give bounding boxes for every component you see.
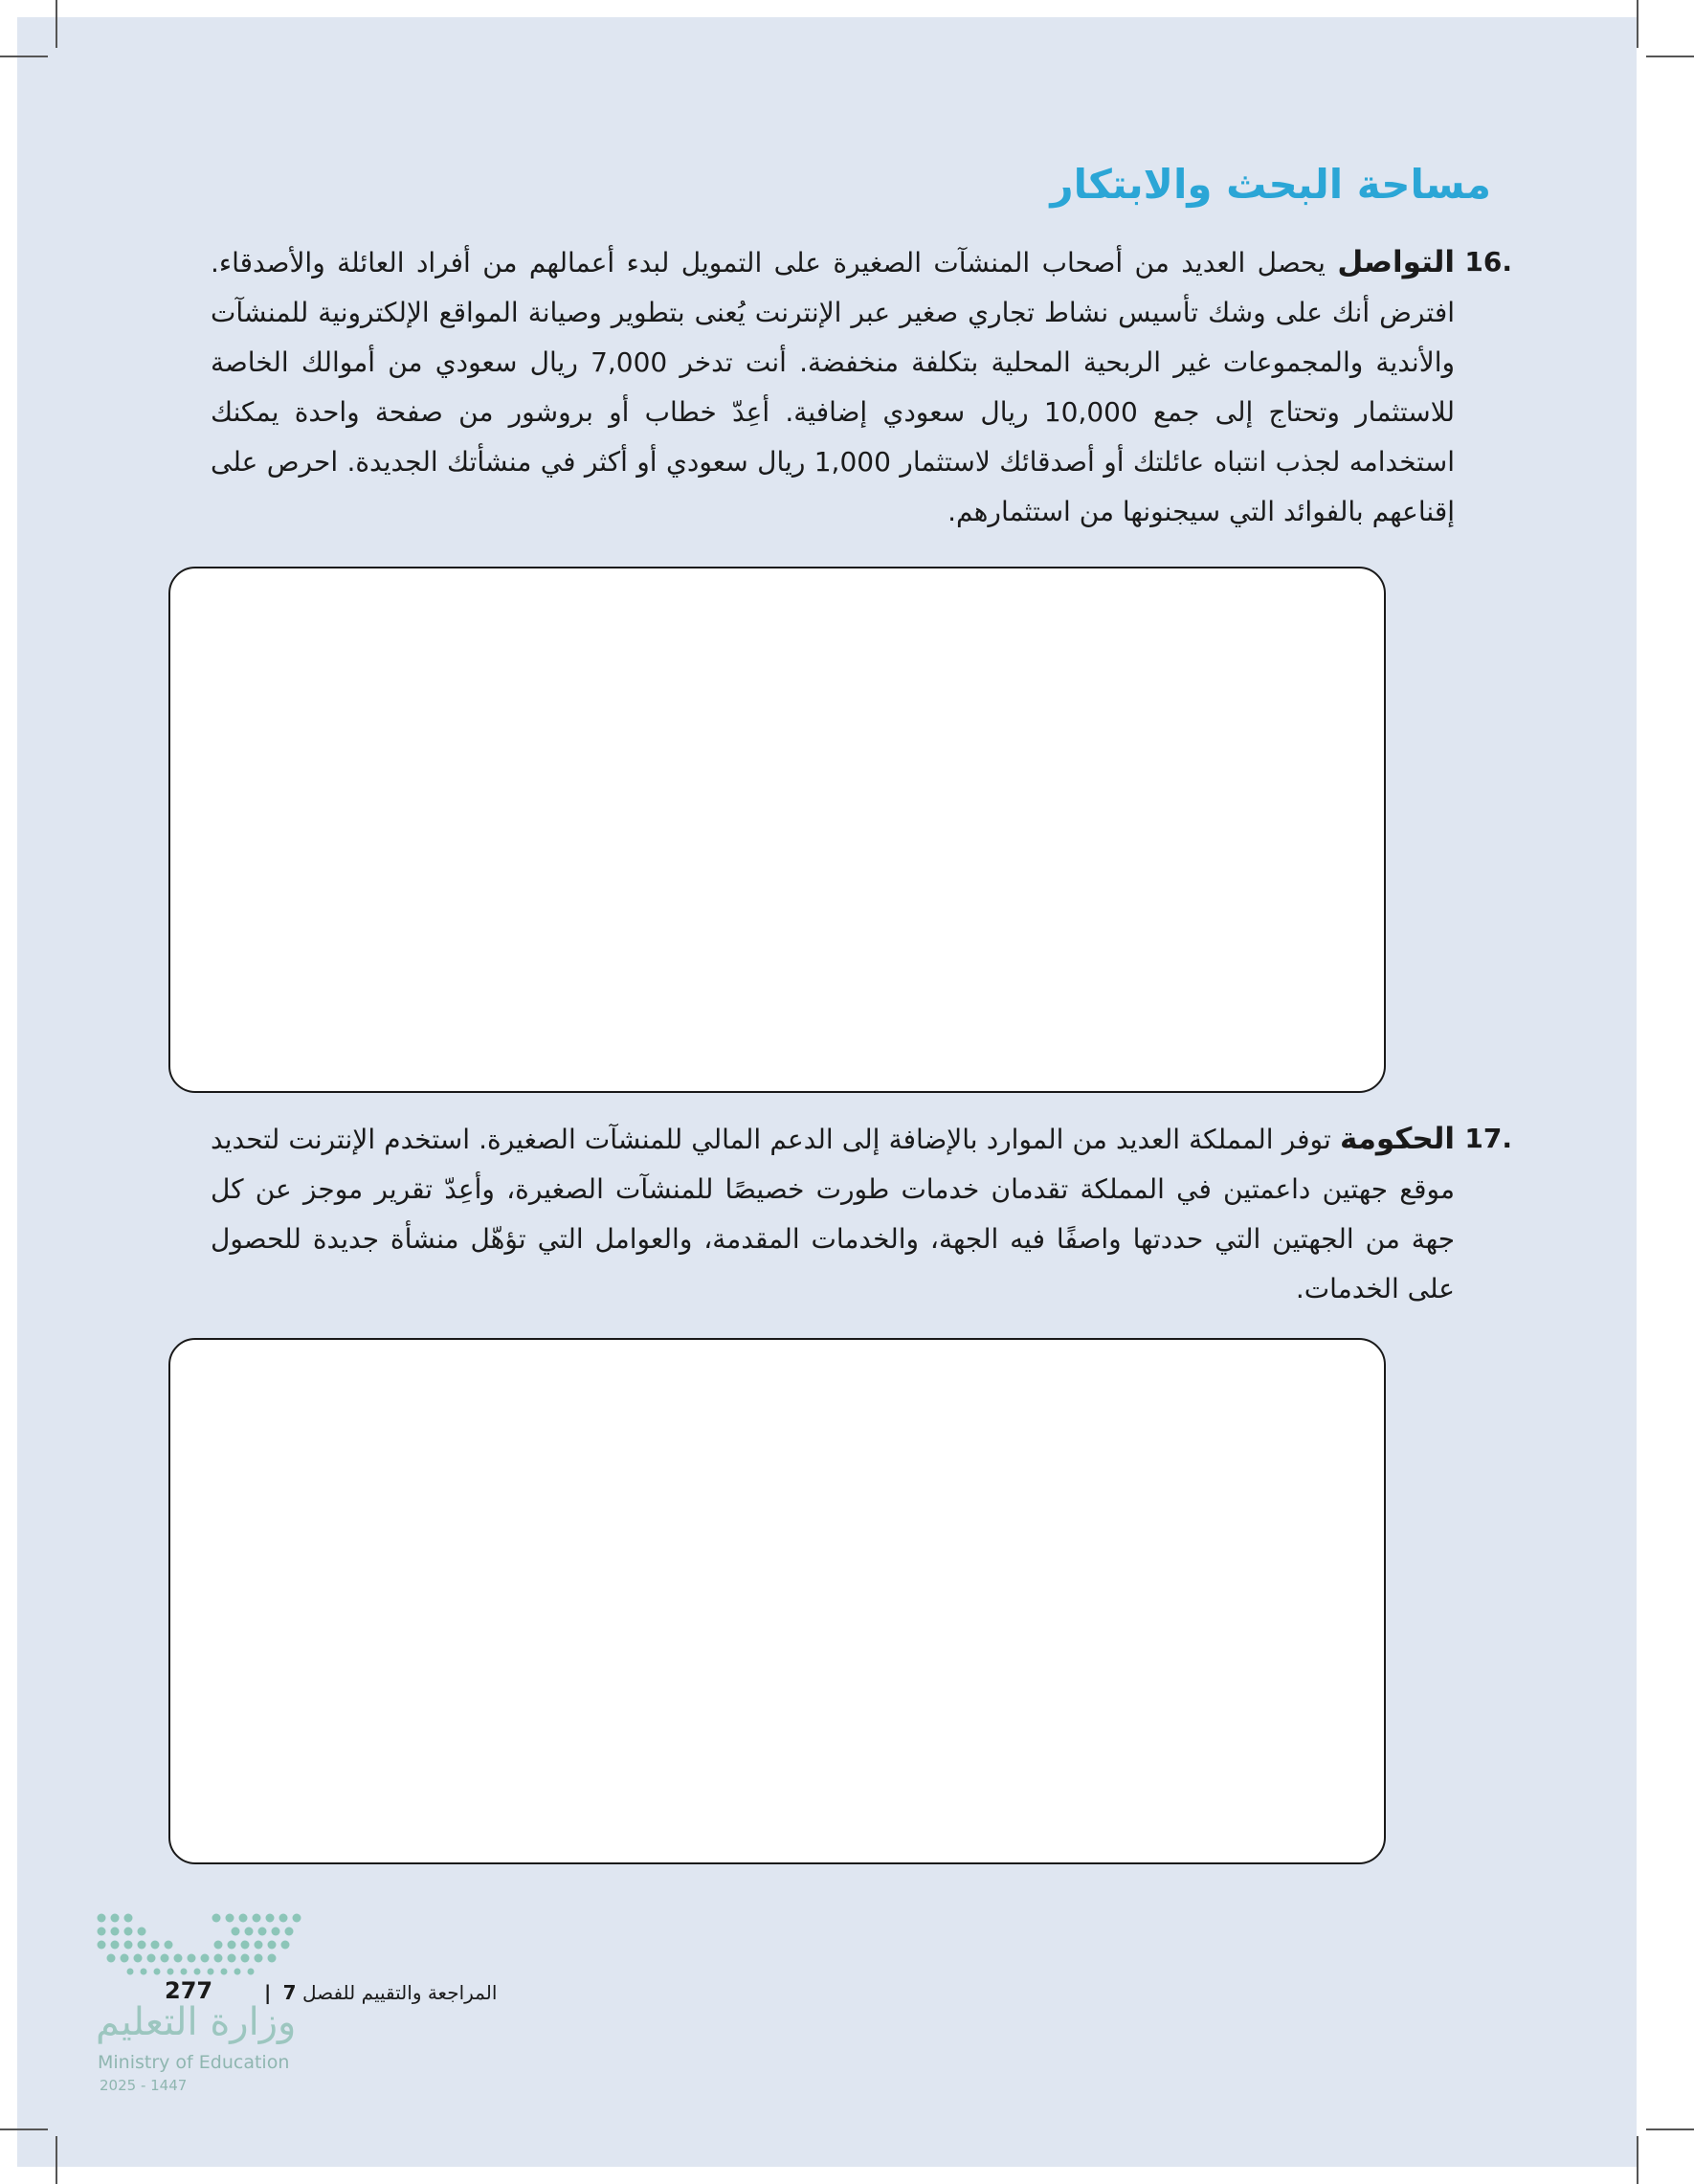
crop-mark — [1646, 56, 1694, 57]
question-17 — [211, 1114, 1512, 1314]
answer-box-17[interactable] — [168, 1338, 1386, 1864]
footer-chapter-number: 7 — [282, 1981, 297, 2004]
crop-mark — [0, 2128, 48, 2130]
section-title: مساحة البحث والابتكار — [1050, 161, 1491, 208]
page-number: 277 — [165, 1977, 213, 2004]
footer-separator: | — [264, 1981, 272, 2004]
footer-chapter-label: المراجعة والتقييم للفصل — [301, 1981, 498, 2004]
question-text: توفر المملكة العديد من الموارد بالإضافة إلى الدعم المالي للمنشآت الصغيرة. استخدم الإنترنت لتحديد موقع جهتين داعمتين في المملكة تقدمان خدمات طورت خصيصًا للمنشآت الصغيرة، وأعِدّ تقرير موجز عن كل جهة من الجهتين التي حددتها واصفًا فيه الجهة، والخدمات المقدمة، والعوامل التي تؤهّل منشأة جديدة للحصول على الخدمات. — [211, 1124, 1455, 1304]
logo-dots-icon — [92, 1906, 312, 1983]
question-lead: الحكومة — [1339, 1122, 1456, 1156]
question-lead: التواصل — [1337, 245, 1455, 279]
logo-arabic-text: وزارة التعليم — [96, 2000, 297, 2044]
question-16 — [211, 237, 1512, 537]
logo-year: 2025 - 1447 — [100, 2077, 188, 2094]
question-number: 17. — [1464, 1123, 1512, 1154]
crop-mark — [0, 56, 48, 57]
crop-mark — [56, 2136, 57, 2184]
crop-mark — [1637, 0, 1638, 48]
logo-english-text: Ministry of Education — [98, 2052, 290, 2073]
question-number: 16. — [1464, 246, 1512, 278]
answer-box-16[interactable] — [168, 567, 1386, 1093]
footer-chapter — [258, 1981, 497, 2004]
question-text: يحصل العديد من أصحاب المنشآت الصغيرة على التمويل لبدء أعمالهم من أفراد العائلة والأصدقاء. افترض أنك على وشك تأسيس نشاط تجاري صغير عبر الإنترنت يُعنى بتطوير وصيانة المواقع الإلكترونية للمنشآت والأندية والمجموعات غير الربحية المحلية بتكلفة منخفضة. أنت تدخر 7,000 ريال سعودي من أموالك الخاصة للاستثمار وتحتاج إلى جمع 10,000 ريال سعودي إضافية. أعِدّ خطاب أو بروشور من صفحة واحدة يمكنك استخدامه لجذب انتباه عائلتك أو أصدقائك لاستثمار 1,000 ريال سعودي أو أكثر في منشأتك الجديدة. احرص على إقناعهم بالفوائد التي سيجنونها من استثمارهم. — [211, 247, 1455, 527]
crop-mark — [1637, 2136, 1638, 2184]
crop-mark — [1646, 2128, 1694, 2130]
crop-mark — [56, 0, 57, 48]
